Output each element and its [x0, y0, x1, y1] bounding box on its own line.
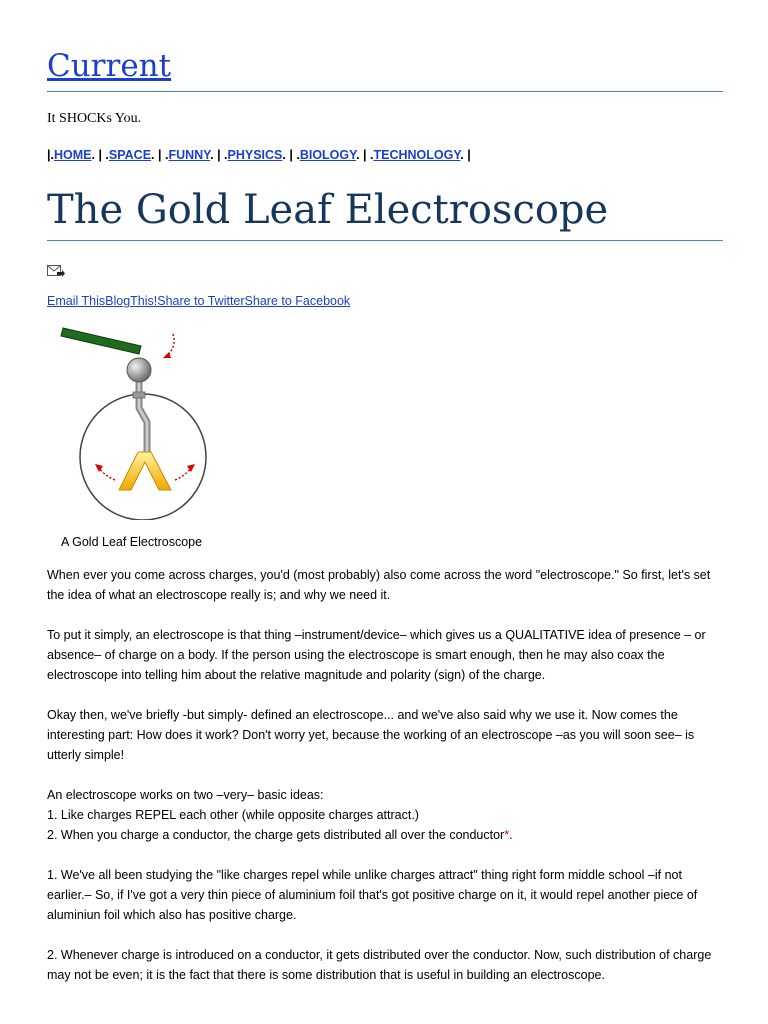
nav-link-funny[interactable]: FUNNY [168, 148, 211, 162]
nav-separator: | [467, 148, 471, 162]
footnote-asterisk: * [504, 828, 510, 842]
nav-separator: | [157, 148, 162, 162]
email-icon[interactable] [47, 265, 65, 278]
idea-item-2 [47, 825, 723, 845]
charged-rod [61, 328, 141, 354]
metal-ball [127, 358, 151, 382]
idea-item-2-text: 2. When you charge a conductor, the charge gets distributed all over the conductor [47, 828, 505, 842]
idea-item-2-end: . [509, 828, 513, 842]
nav-link-physics[interactable]: PHYSICS [227, 148, 283, 162]
nav-link-home[interactable]: HOME [53, 148, 92, 162]
charge-arrow [167, 334, 174, 356]
title-divider [47, 240, 723, 241]
blog-title-link[interactable]: Current [47, 48, 172, 84]
ideas-intro: An electroscope works on two –very– basic ideas: [47, 788, 324, 802]
nav-link-biology[interactable]: BIOLOGY [299, 148, 357, 162]
header-divider [47, 91, 723, 92]
electroscope-illustration [59, 322, 219, 520]
nav-bar: |.HOME. | .SPACE. | .FUNNY. | .PHYSICS. | .BIOLOGY. | .TECHNOLOGY. | [47, 148, 471, 162]
explanation-1: 1. We've all been studying the "like charges repel while unlike charges attract" thing right form middle school –if not earlier.– So, if I've got a very thin piece of aluminium foil that's got positive charge on it, it would repel another piece of aluminiun foil which also has positive charge. [47, 868, 698, 922]
ideas-list [47, 785, 723, 845]
share-facebook-link[interactable]: Share to Facebook [244, 294, 351, 308]
nav-separator: | [98, 148, 102, 162]
nav-link-space[interactable]: SPACE [108, 148, 152, 162]
paragraph-2: To put it simply, an electroscope is that thing –instrument/device– which gives us a QUALITATIVE idea of presence – or absence– of charge on a body. If the person using the electroscope is smart enough, then he may also coax the electroscope into telling him about the relative magnitude and polarity (sign) of the charge. [47, 628, 706, 682]
figure-caption: A Gold Leaf Electroscope [61, 535, 203, 549]
idea-item-1: 1. Like charges REPEL each other (while opposite charges attract.) [47, 808, 419, 822]
blog-tagline: It SHOCKs You. [47, 111, 142, 126]
blogthis-link[interactable]: BlogThis! [105, 294, 158, 308]
nav-separator: | [47, 148, 51, 162]
paragraph-1: When ever you come across charges, you'd (most probably) also come across the word "electroscope." So first, let's set the idea of what an electroscope really is; and why we need it. [47, 568, 711, 602]
email-this-link[interactable]: Email This [47, 294, 106, 308]
paragraph-3: Okay then, we've briefly -but simply- defined an electroscope... and we've also said why we use it. Now comes the interesting part: How does it work? Don't worry yet, because the working of an electroscope –as you will soon see– is utterly simple! [47, 708, 695, 762]
nav-link-technology[interactable]: TECHNOLOGY [373, 148, 461, 162]
share-links [47, 294, 350, 308]
nav-separator: | [289, 148, 293, 162]
nav-separator: | [363, 148, 367, 162]
nav-separator: | [217, 148, 221, 162]
post-title: The Gold Leaf Electroscope [47, 187, 609, 233]
share-twitter-link[interactable]: Share to Twitter [157, 294, 245, 308]
explanation-2: 2. Whenever charge is introduced on a conductor, it gets distributed over the conductor. Now, such distribution of charge may not be even; it is the fact that there is some distribution that is useful in building an electroscope. [47, 948, 712, 982]
